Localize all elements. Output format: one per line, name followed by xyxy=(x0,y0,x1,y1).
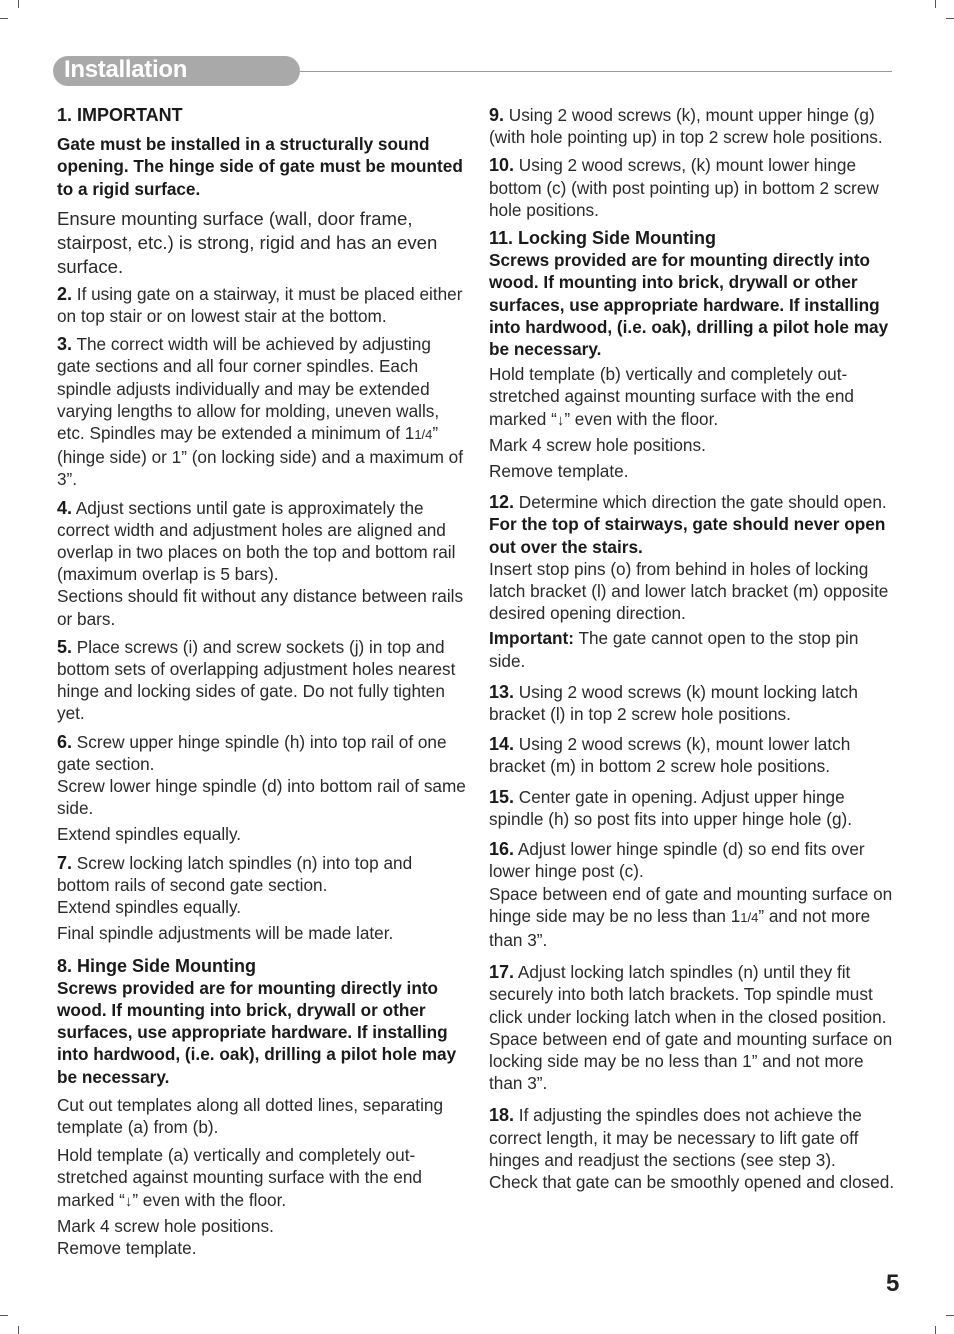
crop-mark-bottom-right-v xyxy=(935,1326,936,1334)
step-10: 10. Using 2 wood screws, (k) mount lower hinge bottom (c) (with post pointing up) in bottom 2 screw hole positions. xyxy=(489,155,879,220)
step-16-number: 16. xyxy=(489,839,515,860)
step-8-text: Cut out templates along all dotted lines, separating template (a) from (b). xyxy=(57,1094,444,1137)
crop-mark-top-right-v xyxy=(935,0,936,8)
step-9-number: 9. xyxy=(489,105,505,125)
step-16-text-2: Space between end of gate and mounting surface on hinge side may be no less than 11/4” and not more than 3”. xyxy=(489,883,893,950)
step-12-text-2: Insert stop pins (o) from behind in holes of locking latch bracket (l) and lower latch bracket (m) opposite desired opening direction. xyxy=(489,558,889,624)
step-12-warning: For the top of stairways, gate should never open out over the stairs. xyxy=(489,514,886,557)
step-17-number: 17. xyxy=(489,962,515,983)
crop-mark-bottom-right-h xyxy=(946,1315,954,1316)
step-1-text: Ensure mounting surface (wall, door frame, stairpost, etc.) is strong, rigid and has an even surface. xyxy=(57,207,438,277)
crop-mark-top-left-v xyxy=(18,0,19,8)
step-15-number: 15. xyxy=(489,786,515,807)
page-title: Installation xyxy=(64,56,188,83)
step-4-note: Sections should fit without any distance between rails or bars. xyxy=(57,586,464,629)
step-7-text-2: Extend spindles equally. xyxy=(57,897,242,918)
step-11-heading: 11. Locking Side Mounting xyxy=(489,228,717,249)
down-arrow-icon: ↓ xyxy=(556,411,565,429)
step-8-text-3: Mark 4 screw hole positions. xyxy=(57,1215,274,1236)
step-17: 17. Adjust locking latch spindles (n) until they fit securely into both latch brackets. Top spindle must click under locking latch when in the closed position. xyxy=(489,962,887,1027)
step-3-number: 3. xyxy=(57,334,73,355)
step-8-text-4: Remove template. xyxy=(57,1237,197,1258)
step-6-number: 6. xyxy=(57,731,73,752)
step-2-number: 2. xyxy=(57,283,73,304)
step-3: 3. The correct width will be achieved by adjusting gate sections and all four corner spindles. Each spindle adjusts individually and may be extended varying lengths to allow for molding, uneven walls, etc. Spindles may be extended a minimum of 11/4” (hinge side) or 1” (on locking side) and a maximum of 3”. xyxy=(57,334,463,490)
left-column xyxy=(57,104,467,1265)
step-4-number: 4. xyxy=(57,497,73,518)
important-label: Important: xyxy=(489,628,574,649)
step-10-number: 10. xyxy=(489,155,515,176)
step-15: 15. Center gate in opening. Adjust upper hinge spindle (h) so post fits into upper hinge hole (g). xyxy=(489,786,853,829)
step-5-number: 5. xyxy=(57,636,73,657)
step-14: 14. Using 2 wood screws (k), mount lower latch bracket (m) in bottom 2 screw hole positions. xyxy=(489,734,851,777)
step-16: 16. Adjust lower hinge spindle (d) so end fits over lower hinge post (c). xyxy=(489,839,865,882)
step-13-number: 13. xyxy=(489,681,515,702)
step-11-warning: Screws provided are for mounting directly into wood. If mounting into brick, drywall or other surfaces, use appropriate hardware. If installing into hardwood, (i.e. oak), drilling a pilot hole may be necessary. xyxy=(489,250,889,360)
step-7: 7. Screw locking latch spindles (n) into top and bottom rails of second gate section. xyxy=(57,852,413,895)
fraction: 1/4 xyxy=(414,427,433,443)
step-12-number: 12. xyxy=(489,492,515,513)
crop-mark-bottom-left-h xyxy=(0,1315,8,1316)
step-7-number: 7. xyxy=(57,852,73,873)
step-13: 13. Using 2 wood screws (k) mount locking latch bracket (l) in top 2 screw hole positions. xyxy=(489,681,858,725)
step-11-text: Hold template (b) vertically and completely out-stretched against mounting surface with the end marked “↓” even with the floor. xyxy=(489,363,897,432)
step-1-heading: 1. IMPORTANT xyxy=(57,105,183,125)
step-8-text-2: Hold template (a) vertically and completely out-stretched against mounting surface with the end marked “↓” even with the floor. xyxy=(57,1144,467,1213)
step-1-warning: Gate must be installed in a structurally sound opening. The hinge side of gate must be mounted to a rigid surface. xyxy=(57,134,463,199)
step-12: 12. Determine which direction the gate should open. For the top of stairways, gate should never open out over the stairs. xyxy=(489,492,887,557)
step-11-text-2: Mark 4 screw hole positions. xyxy=(489,434,706,455)
right-column xyxy=(489,104,897,1199)
step-6: 6. Screw upper hinge spindle (h) into top rail of one gate section. xyxy=(57,731,447,774)
down-arrow-icon: ↓ xyxy=(124,1192,133,1210)
step-7-text-3: Final spindle adjustments will be made later. xyxy=(57,923,394,944)
step-9: 9. Using 2 wood screws (k), mount upper hinge (g) (with hole pointing up) in top 2 screw hole positions. xyxy=(489,105,883,148)
fraction: 1/4 xyxy=(740,909,759,925)
step-5: 5. Place screws (i) and screw sockets (j) in top and bottom sets of overlapping adjustment holes nearest hinge and locking sides of gate. Do not fully tighten yet. xyxy=(57,636,456,724)
step-12-important: Important: The gate cannot open to the stop pin side. xyxy=(489,628,859,671)
crop-mark-top-left-h xyxy=(0,18,8,19)
crop-mark-top-right-h xyxy=(946,18,954,19)
step-8-warning: Screws provided are for mounting directly into wood. If mounting into brick, drywall or other surfaces, use appropriate hardware. If installing into hardwood, (i.e. oak), drilling a pilot hole may be necessary. xyxy=(57,977,457,1087)
step-14-number: 14. xyxy=(489,734,515,755)
step-18: 18. If adjusting the spindles does not achieve the correct length, it may be necessary to lift gate off hinges and readjust the sections (see step 3). xyxy=(489,1105,862,1170)
step-8-heading: 8. Hinge Side Mounting xyxy=(57,955,256,976)
step-11-text-3: Remove template. xyxy=(489,461,629,482)
page-number: 5 xyxy=(886,1270,900,1297)
step-6-text-3: Extend spindles equally. xyxy=(57,824,242,845)
step-18-number: 18. xyxy=(489,1105,515,1126)
step-18-text-2: Check that gate can be smoothly opened and closed. xyxy=(489,1171,895,1192)
step-4: 4. Adjust sections until gate is approximately the correct width and adjustment holes are aligned and overlap in two places on both the top and bottom rail (maximum overlap is 5 bars). xyxy=(57,497,456,585)
crop-mark-bottom-left-v xyxy=(18,1326,19,1334)
step-2: 2. If using gate on a stairway, it must be placed either on top stair or on lowest stair at the bottom. xyxy=(57,283,463,327)
step-6-text-2: Screw lower hinge spindle (d) into bottom rail of same side. xyxy=(57,776,466,819)
header-rule xyxy=(300,71,892,72)
step-17-text-2: Space between end of gate and mounting surface on locking side may be no less than 1” and not more than 3”. xyxy=(489,1028,893,1094)
